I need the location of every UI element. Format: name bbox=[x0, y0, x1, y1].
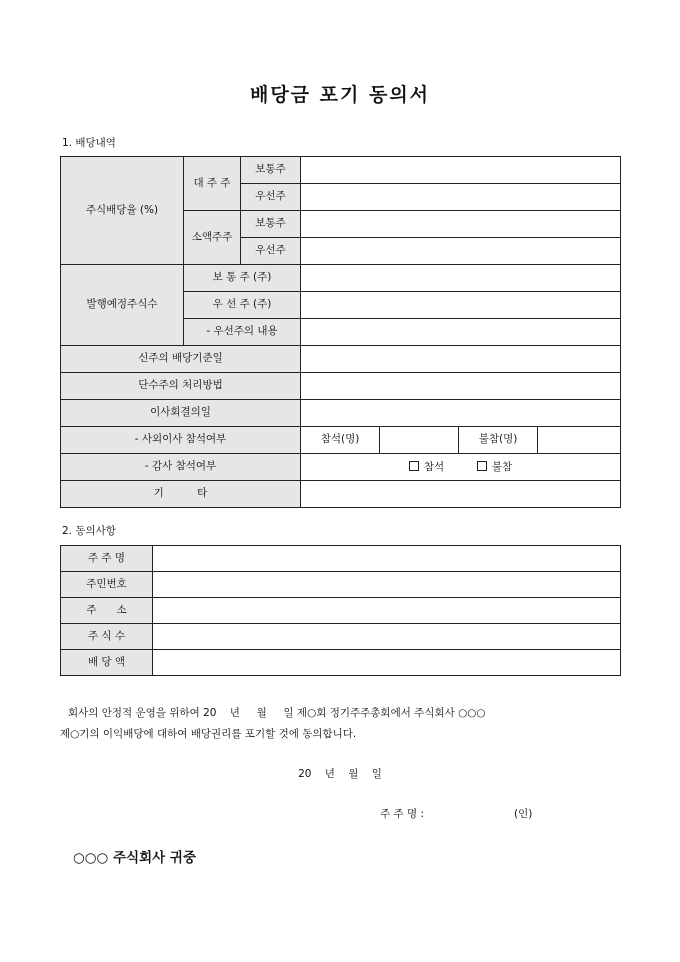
major-preferred-rate-field[interactable] bbox=[301, 184, 621, 211]
record-date-label: 신주의 배당기준일 bbox=[61, 346, 301, 373]
resident-number-label: 주민번호 bbox=[61, 572, 153, 598]
major-preferred-label: 우선주 bbox=[241, 184, 301, 211]
consent-line-2: 제○기의 이익배당에 대하여 배당권리를 포기할 것에 동의합니다. bbox=[60, 728, 357, 740]
document-title: 배당금 포기 동의서 bbox=[249, 84, 431, 106]
preferred-content-label: - 우선주의 내용 bbox=[184, 319, 301, 346]
absent-count-field[interactable] bbox=[538, 427, 621, 454]
share-count-label: 주 식 수 bbox=[61, 624, 153, 650]
record-date-field[interactable] bbox=[301, 346, 621, 373]
preferred-content-field[interactable] bbox=[301, 319, 621, 346]
attend-option-label: 참석 bbox=[423, 460, 445, 473]
checkbox-icon bbox=[477, 461, 487, 471]
major-holder-label: 대 주 주 bbox=[184, 157, 241, 211]
date-line: 20 년 월 일 bbox=[298, 768, 382, 780]
consent-line-1: 회사의 안정적 운영을 위하여 20 년 월 일 제○회 정기주주총회에서 주식회사 ○○○ bbox=[68, 707, 486, 719]
major-common-label: 보통주 bbox=[241, 157, 301, 184]
seal-label: (인) bbox=[514, 808, 533, 820]
attend-checkbox[interactable] bbox=[409, 461, 444, 473]
issue-shares-label: 발행예정주식수 bbox=[61, 265, 184, 346]
absent-option-label: 불참 bbox=[491, 460, 513, 473]
consent-table bbox=[60, 545, 621, 676]
minor-common-label: 보통주 bbox=[241, 211, 301, 238]
section-2-heading: 2. 동의사항 bbox=[62, 525, 116, 537]
shareholder-name-field[interactable] bbox=[153, 546, 621, 572]
dividend-details-table bbox=[60, 156, 621, 508]
resident-number-field[interactable] bbox=[153, 572, 621, 598]
minor-common-rate-field[interactable] bbox=[301, 211, 621, 238]
recipient: ○○○ 주식회사 귀중 bbox=[73, 850, 196, 866]
absent-count-label: 불참(명) bbox=[459, 427, 538, 454]
fraction-method-label: 단수주의 처리방법 bbox=[61, 373, 301, 400]
other-label: 기 타 bbox=[61, 481, 301, 508]
dividend-amount-label: 배 당 액 bbox=[61, 650, 153, 676]
minor-preferred-label: 우선주 bbox=[241, 238, 301, 265]
outside-director-label: - 사외이사 참석여부 bbox=[61, 427, 301, 454]
board-resolution-field[interactable] bbox=[301, 400, 621, 427]
address-field[interactable] bbox=[153, 598, 621, 624]
common-shares-label: 보 통 주 (주) bbox=[184, 265, 301, 292]
preferred-shares-field[interactable] bbox=[301, 292, 621, 319]
section-1-heading: 1. 배당내역 bbox=[62, 137, 116, 149]
minor-holder-label: 소액주주 bbox=[184, 211, 241, 265]
address-label: 주 소 bbox=[61, 598, 153, 624]
other-field[interactable] bbox=[301, 481, 621, 508]
major-common-rate-field[interactable] bbox=[301, 157, 621, 184]
auditor-attendance-options bbox=[301, 454, 621, 481]
signer-label: 주 주 명 : bbox=[380, 808, 424, 820]
dividend-rate-label: 주식배당율 (%) bbox=[61, 157, 184, 265]
absent-checkbox[interactable] bbox=[477, 461, 512, 473]
board-resolution-label: 이사회결의일 bbox=[61, 400, 301, 427]
minor-preferred-rate-field[interactable] bbox=[301, 238, 621, 265]
attend-count-label: 참석(명) bbox=[301, 427, 380, 454]
common-shares-field[interactable] bbox=[301, 265, 621, 292]
fraction-method-field[interactable] bbox=[301, 373, 621, 400]
preferred-shares-label: 우 선 주 (주) bbox=[184, 292, 301, 319]
auditor-label: - 감사 참석여부 bbox=[61, 454, 301, 481]
shareholder-name-label: 주 주 명 bbox=[61, 546, 153, 572]
checkbox-icon bbox=[409, 461, 419, 471]
attend-count-field[interactable] bbox=[380, 427, 459, 454]
dividend-amount-field[interactable] bbox=[153, 650, 621, 676]
share-count-field[interactable] bbox=[153, 624, 621, 650]
